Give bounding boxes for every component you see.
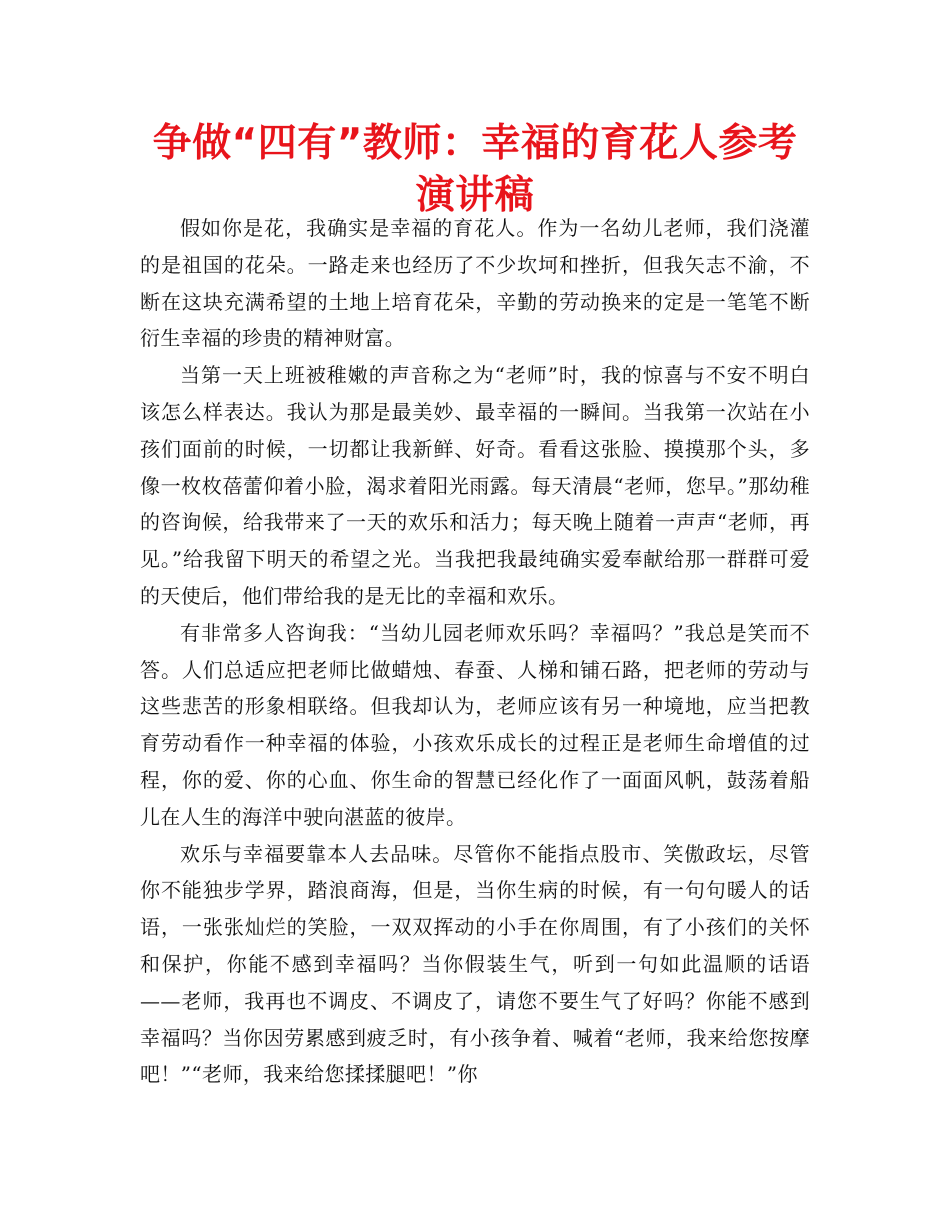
paragraph-3: 有非常多人咨询我：“当幼儿园老师欢乐吗？幸福吗？”我总是笑而不答。人们总适应把老师比做蜡烛、春蚕、人梯和铺石路，把老师的劳动与这些悲苦的形象相联络。但我却认为，老师应该有另一种境地，应当把教育劳动看作一种幸福的体验，小孩欢乐成长的过程正是老师生命增值的过程，你的爱、你的心血、你生命的智慧已经化作了一面面风帆，鼓荡着船儿在人生的海洋中驶向湛蓝的彼岸。: [140, 620, 810, 829]
paragraph-1: 假如你是花，我确实是幸福的育花人。作为一名幼儿老师，我们浇灌的是祖国的花朵。一路走来也经历了不少坎坷和挫折，但我矢志不渝，不断在这块充满希望的土地上培育花朵，辛勤的劳动换来的定是一笔笔不断衍生幸福的珍贵的精神财富。: [140, 216, 810, 351]
document-title: 争做“四有”教师：幸福的育花人参考演讲稿: [152, 121, 798, 218]
paragraph-4: 欢乐与幸福要靠本人去品味。尽管你不能指点股市、笑傲政坛，尽管你不能独步学界，踏浪商海，但是，当你生病的时候，有一句句暖人的话语，一张张灿烂的笑脸，一双双挥动的小手在你周围，有了小孩们的关怀和保护，你能不感到幸福吗？当你假装生气，听到一句如此温顺的话语——老师，我再也不调皮、不调皮了，请您不要生气了好吗？你能不感到幸福吗？当你因劳累感到疲乏时，有小孩争着、喊着“老师，我来给您按摩吧！”“老师，我来给您揉揉腿吧！”你: [140, 841, 810, 1087]
document-body: [140, 210, 810, 1093]
paragraph-2: 当第一天上班被稚嫩的声音称之为“老师”时，我的惊喜与不安不明白该怎么样表达。我认为那是最美妙、最幸福的一瞬间。当我第一次站在小孩们面前的时候，一切都让我新鲜、好奇。看看这张脸、摸摸那个头，多像一枚枚蓓蕾仰着小脸，渴求着阳光雨露。每天清晨“老师，您早。”那幼稚的咨询候，给我带来了一天的欢乐和活力；每天晚上随着一声声“老师，再见。”给我留下明天的希望之光。当我把我最纯确实爱奉献给那一群群可爱的天使后，他们带给我的是无比的幸福和欢乐。: [140, 363, 810, 608]
